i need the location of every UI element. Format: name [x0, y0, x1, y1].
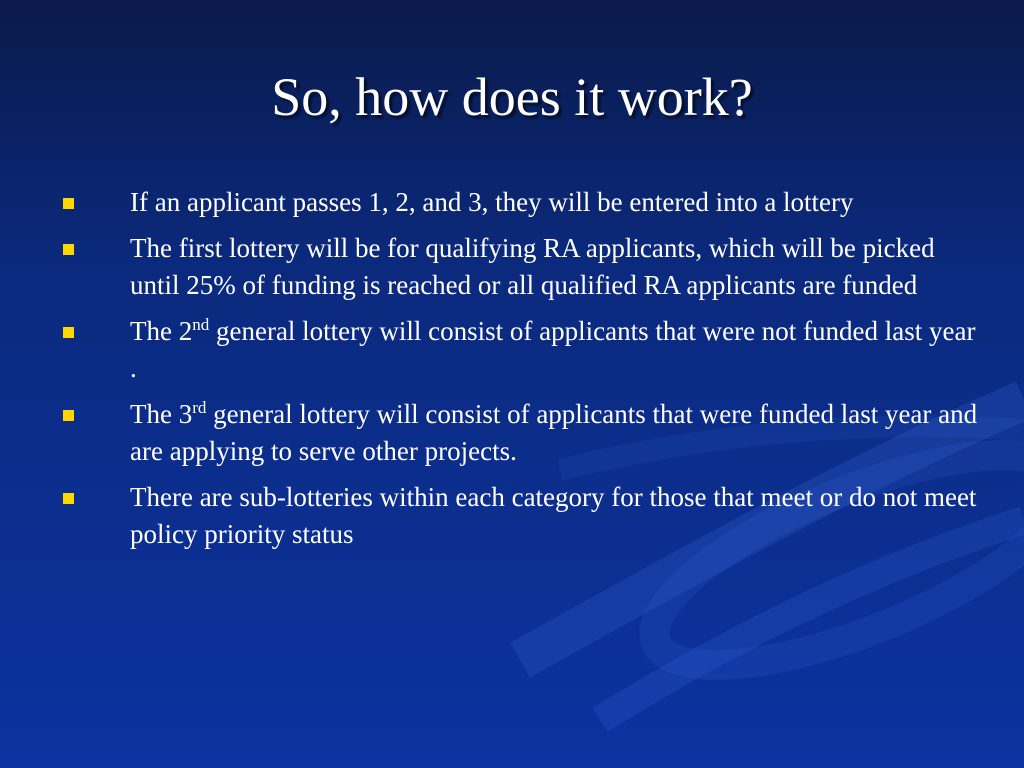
- bullet-text: The first lottery will be for qualifying RA applicants, which will be picked until 25% of funding is reached or all qualified RA applicants are funded: [130, 233, 935, 300]
- bullet-item: [60, 479, 980, 553]
- bullet-text-rest: general lottery will consist of applicants that were not funded last year .: [130, 316, 976, 383]
- bullet-list: [60, 184, 980, 562]
- bullet-item: [60, 184, 980, 221]
- bullet-item: [60, 396, 980, 470]
- bullet-text: There are sub-lotteries within each category for those that meet or do not meet policy priority status: [130, 482, 977, 549]
- bullet-text-start: The 2: [130, 316, 193, 346]
- ordinal-suffix: nd: [192, 315, 210, 334]
- square-bullet-icon: [63, 493, 74, 504]
- bullet-text: If an applicant passes 1, 2, and 3, they will be entered into a lottery: [130, 187, 854, 217]
- square-bullet-icon: [63, 410, 74, 421]
- square-bullet-icon: [63, 327, 74, 338]
- square-bullet-icon: [63, 198, 74, 209]
- bullet-item: [60, 313, 980, 387]
- bullet-text-start: The 3: [130, 399, 193, 429]
- square-bullet-icon: [63, 244, 74, 255]
- bullet-item: [60, 230, 980, 304]
- ordinal-suffix: rd: [192, 398, 207, 417]
- slide-title: So, how does it work?: [271, 67, 753, 127]
- bullet-text-rest: general lottery will consist of applicants that were funded last year and are applying to serve other projects.: [130, 399, 978, 466]
